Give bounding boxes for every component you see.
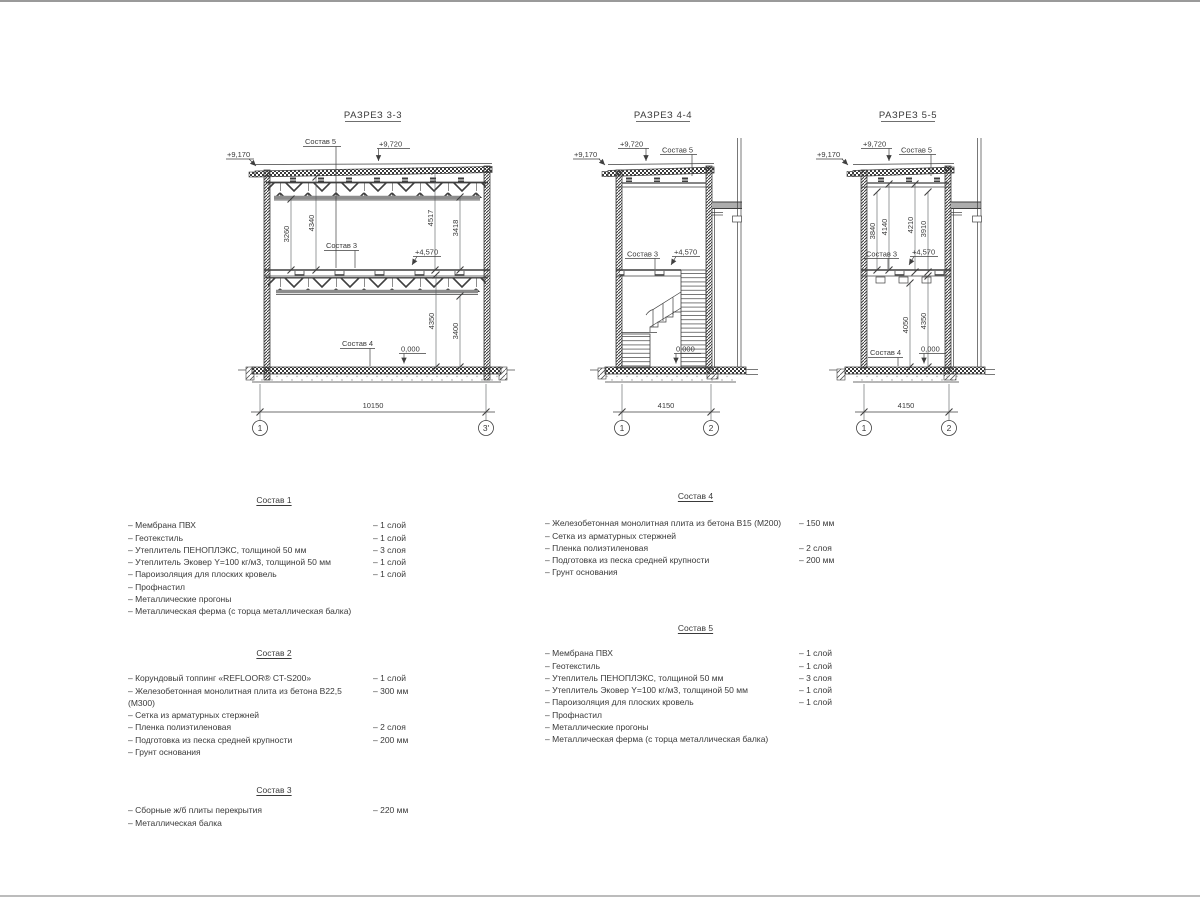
list-item: – Металлическая ферма (с торца металлическая балка) bbox=[128, 606, 352, 617]
list-item: – Металлические прогоны bbox=[545, 722, 649, 733]
elevation-mark: 0,000 bbox=[921, 344, 940, 354]
elevation-mark: +9,170 bbox=[817, 150, 841, 159]
list-item: – Сетка из арматурных стержней bbox=[128, 710, 260, 721]
list-item: – Металлическая балка bbox=[128, 817, 222, 828]
composition-label: Состав 3 bbox=[627, 249, 659, 259]
elevation-mark: +9,720 bbox=[863, 139, 887, 149]
list-item: – Железобетонная монолитная плита из бетона В15 (М200) – 150 мм bbox=[545, 518, 835, 529]
composition-label: Состав 3 bbox=[326, 241, 358, 250]
composition-label: Состав 5 bbox=[305, 137, 337, 146]
composition-1 bbox=[128, 494, 420, 618]
axis-label: 1 bbox=[619, 423, 625, 433]
dim-text: 4517 bbox=[426, 209, 435, 227]
elevation-mark: +4,570 bbox=[912, 247, 936, 257]
span-dimension bbox=[251, 384, 495, 436]
list-item: – Мембрана ПВХ – 1 слой bbox=[128, 520, 406, 531]
mid-floor-assembly bbox=[616, 270, 681, 276]
span-dim-text: 10150 bbox=[362, 401, 384, 410]
list-item: – Металлические прогоны bbox=[128, 594, 232, 605]
list-item: – Железобетонная монолитная плита из бетона В22,5 (М300) – 300 мм bbox=[128, 685, 409, 708]
composition-4-title: Состав 4 bbox=[677, 491, 714, 501]
dim-text: 3418 bbox=[451, 219, 460, 237]
list-item: – Профнастил bbox=[545, 709, 602, 720]
list-item: – Геотекстиль – 1 слой bbox=[545, 660, 832, 671]
elevation-mark: +4,570 bbox=[415, 247, 439, 257]
span-dim-text: 4150 bbox=[657, 401, 675, 410]
dim-text: 3260 bbox=[282, 225, 291, 243]
list-item: – Металлическая ферма (с торца металлическая балка) bbox=[545, 734, 769, 745]
elevation-mark: +9,720 bbox=[379, 139, 403, 149]
list-item: – Грунт основания bbox=[545, 567, 618, 578]
list-item: – Грунт основания bbox=[128, 747, 201, 758]
section-3-3 bbox=[226, 110, 515, 436]
composition-label: Состав 5 bbox=[901, 145, 933, 155]
composition-label: Состав 4 bbox=[870, 348, 902, 357]
ground-floor-slab bbox=[590, 367, 758, 382]
elevation-mark: +9,720 bbox=[620, 139, 644, 149]
mid-floor-assembly bbox=[264, 270, 490, 295]
dim-text: 3840 bbox=[868, 222, 877, 240]
dim-text: 4350 bbox=[427, 312, 436, 330]
section-3-3-title: РАЗРЕЗ 3-3 bbox=[343, 110, 403, 121]
composition-5 bbox=[545, 622, 846, 746]
list-item: – Утеплитель ПЕНОПЛЭКС, толщиной 50 мм – 3 слоя bbox=[128, 544, 406, 555]
adjacent-canopy bbox=[951, 138, 982, 367]
composition-3 bbox=[128, 784, 420, 829]
list-item: – Геотекстиль – 1 слой bbox=[128, 532, 406, 543]
dim-text: 4340 bbox=[307, 214, 316, 232]
list-item: – Корундовый топпинг «REFLOOR® CT-S200» – 1 слой bbox=[128, 673, 406, 684]
dim-text: 4350 bbox=[919, 312, 928, 330]
left-wall bbox=[616, 170, 622, 368]
elevation-mark: 0,000 bbox=[676, 344, 695, 354]
list-item: – Пленка полиэтиленовая – 2 слоя bbox=[545, 542, 832, 553]
ground-floor-slab bbox=[829, 367, 995, 382]
list-item: – Мембрана ПВХ – 1 слой bbox=[545, 648, 832, 659]
list-item: – Утеплитель Эковер Y=100 кг/м3, толщиной 50 мм – 1 слой bbox=[128, 557, 406, 568]
section-5-5 bbox=[816, 110, 995, 436]
dim-text: 3400 bbox=[451, 322, 460, 340]
section-4-4 bbox=[573, 110, 758, 436]
elevation-mark: 0,000 bbox=[401, 344, 420, 354]
roof-assembly bbox=[249, 164, 492, 201]
composition-2-title: Состав 2 bbox=[256, 648, 292, 658]
left-wall bbox=[861, 170, 867, 368]
axis-label: 2 bbox=[708, 423, 714, 433]
section-5-5-title: РАЗРЕЗ 5-5 bbox=[878, 110, 938, 121]
elevation-mark: +9,170 bbox=[574, 150, 598, 159]
span-dim-text: 4150 bbox=[897, 401, 915, 410]
dim-text: 4140 bbox=[880, 218, 889, 236]
list-item: – Пароизоляция для плоских кровель – 1 слой bbox=[545, 697, 832, 708]
list-item: – Утеплитель ПЕНОПЛЭКС, толщиной 50 мм – 3 слоя bbox=[545, 672, 832, 683]
list-item: – Утеплитель Эковер Y=100 кг/м3, толщиной 50 мм – 1 слой bbox=[545, 685, 832, 696]
list-item: – Подготовка из песка средней крупности – 200 мм bbox=[545, 555, 835, 566]
composition-label: Состав 4 bbox=[342, 339, 374, 348]
axis-label: 3' bbox=[482, 423, 490, 433]
list-item: – Подготовка из песка средней крупности – 200 мм bbox=[128, 734, 409, 745]
ground-floor-slab bbox=[238, 367, 515, 382]
list-item: – Пароизоляция для плоских кровель – 1 слой bbox=[128, 569, 406, 580]
composition-2 bbox=[128, 647, 420, 758]
span-dimension bbox=[613, 384, 720, 436]
dim-text: 4050 bbox=[901, 316, 910, 334]
axis-label: 1 bbox=[861, 423, 867, 433]
axis-label: 2 bbox=[946, 423, 952, 433]
composition-1-title: Состав 1 bbox=[256, 495, 292, 505]
right-wall bbox=[706, 166, 712, 368]
adjacent-canopy bbox=[712, 138, 742, 367]
composition-label: Состав 5 bbox=[662, 145, 694, 155]
axis-label: 1 bbox=[257, 423, 263, 433]
composition-5-title: Состав 5 bbox=[677, 623, 714, 633]
elevation-mark: +4,570 bbox=[674, 247, 698, 257]
list-item: – Сетка из арматурных стержней bbox=[545, 530, 677, 541]
dim-text: 4210 bbox=[906, 216, 915, 234]
list-item: – Профнастил bbox=[128, 581, 185, 592]
composition-3-title: Состав 3 bbox=[256, 785, 292, 795]
list-item: – Пленка полиэтиленовая – 2 слоя bbox=[128, 722, 406, 733]
elevation-mark: +9,170 bbox=[227, 150, 251, 159]
composition-label: Состав 3 bbox=[866, 249, 898, 259]
section-4-4-title: РАЗРЕЗ 4-4 bbox=[633, 110, 693, 121]
span-dimension bbox=[855, 384, 958, 436]
list-item: – Сборные ж/б плиты перекрытия – 220 мм bbox=[128, 805, 409, 816]
right-wall bbox=[945, 166, 951, 368]
dim-text: 3910 bbox=[919, 220, 928, 238]
composition-4 bbox=[545, 490, 846, 579]
